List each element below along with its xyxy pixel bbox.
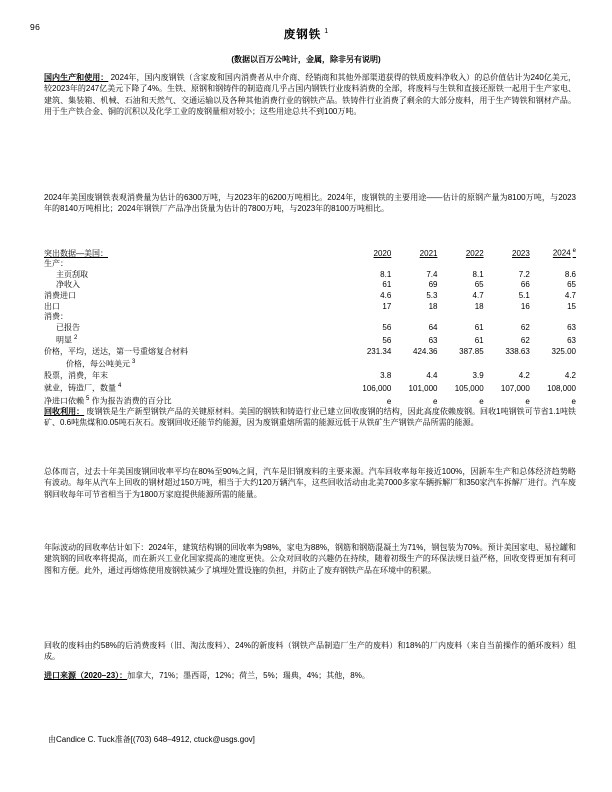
section-domestic-production (44, 72, 576, 118)
section-recovery-rates (44, 542, 576, 576)
table-row (44, 312, 576, 323)
table-row (44, 291, 576, 302)
table-cell-2023: 107,000 (500, 383, 530, 393)
table-cell-2020: e (386, 397, 392, 406)
section-recycling-lead: 回收利用： (44, 407, 85, 416)
table-cell-2024: 4.7 (564, 291, 576, 301)
table-row-label-text: 明显 (56, 336, 72, 346)
table-cell-2024: 63 (567, 322, 576, 332)
table-cell-2021: 63 (428, 336, 438, 346)
table-cell-2023: 16 (520, 301, 530, 311)
salient-statistics-table (44, 246, 576, 408)
units-note: (数据以百万公吨计，金属，除非另有说明) (231, 55, 381, 64)
table-cell-2022: 4.7 (472, 291, 484, 301)
table-row-label-suffix: 作为报告消费的百分比 (89, 397, 172, 406)
table-cell-2023: 338.63 (505, 346, 530, 356)
table-cell-2022 (437, 312, 483, 323)
table-row-label-text: 价格，平均，送达，第一号重熔复合材料 (44, 346, 188, 356)
table-cell-2021: 5.3 (426, 291, 438, 301)
table-cell-2021: 424.36 (413, 346, 438, 356)
table-cell-2023: e (525, 397, 530, 406)
table-row-label (44, 381, 345, 394)
table-head (44, 246, 576, 259)
table-row (44, 280, 576, 291)
table-cell-2022: 105,000 (454, 383, 484, 393)
table-row-label-text: 净收入 (56, 280, 80, 290)
page-title-text: 废钢铁 (283, 29, 322, 41)
section-import-text: 加拿大，71%；墨西哥，12%；荷兰，5%；瑞典，4%；其他，8%。 (127, 671, 370, 680)
table-cell-2022: 8.1 (472, 269, 484, 279)
section-composition-text: 回收的废料由约58%的后消费废料（旧、淘汰废料）、24%的新废料（钢铁产品制造厂生产的废料）和18%的厂内废料（来自当前操作的循环废料）组成。 (44, 641, 576, 662)
table-cell-2024 (530, 357, 576, 370)
section-recycling (44, 406, 576, 429)
page-number: 96 (30, 22, 41, 32)
section-domestic-lead: 国内生产和使用： (44, 73, 109, 82)
table-row-label-text: 主页刮取 (56, 269, 88, 279)
table-cell-2020: 231.34 (366, 346, 392, 356)
table-row-label (44, 347, 345, 358)
table-row-label-text: 股票，消费，年末 (44, 370, 108, 380)
table-cell-2022 (437, 357, 483, 370)
table-cell-2021: 101,000 (408, 383, 438, 393)
table-cell-2023 (484, 259, 530, 270)
table-cell-2020: 3.8 (380, 370, 392, 380)
table-row-label-text: 生产： (44, 259, 68, 269)
table-cell-2020: 8.1 (380, 269, 392, 279)
table-cell-2023: 4.2 (518, 370, 530, 380)
table-header-row (44, 246, 576, 259)
table-row (44, 270, 576, 281)
table-cell-2020 (345, 312, 391, 323)
table-row (44, 381, 576, 394)
table-header-year-2024 (530, 246, 576, 259)
table-cell-2022: 3.9 (472, 370, 484, 380)
table-cell-2023: 66 (520, 280, 530, 290)
table-row (44, 302, 576, 313)
table-cell-2020: 106,000 (362, 383, 392, 393)
table-cell-2020: 56 (382, 322, 392, 332)
table-cell-2024: 63 (567, 336, 576, 346)
table-header-year-2024-text: 2024 (552, 248, 571, 258)
table-cell-2020 (345, 259, 391, 270)
table-cell-2022 (437, 259, 483, 270)
table-cell-2024 (530, 259, 576, 270)
table-row-label-text: 已报告 (56, 322, 80, 332)
table-row (44, 371, 576, 382)
section-consumption (44, 192, 576, 215)
table-cell-2024: 8.6 (564, 269, 576, 279)
table-cell-2022: 61 (474, 336, 484, 346)
salient-statistics-table-wrapper (44, 246, 576, 408)
table-header-year-2020: 2020 (373, 248, 392, 258)
table-row-footnote-marker: 3 (132, 359, 136, 366)
table-cell-2021: e (433, 397, 438, 406)
table-body (44, 259, 576, 407)
section-domestic-text: 2024年，国内废钢铁（含家废和国内消费者从中介商、经销商和其他外部渠道获得的铁质废料净收入）的总价值估计为240亿美元，较2023年的247亿美元下降了4%。生铁、原钢和钢铸件的制造商几乎占国内钢铁行业废料消费的全部，将废料与生铁和直接还原铁一起用于生产家电、建筑、集装箱、机械、石油和天然气、交通运输以及各种其他消费行业的钢铁产品。铁铸件行业消费了剩余的大部分废料，用于生产铸铁和钢材产品。用于生产铁合金、铜的沉积以及化学工业的废钢量相对较小；这些用途总共不到100万吨。 (44, 73, 576, 117)
table-cell-2023 (484, 312, 530, 323)
table-cell-2020: 61 (382, 280, 392, 290)
section-consumption-text: 2024年美国废钢铁表观消费量为估计的6300万吨，与2023年的6200万吨相比。2024年，废钢铁的主要用途——估计的原钢产量为8100万吨，与2023年的8140万吨相比；2024年钢铁厂产品净出货量为估计的7800万吨，与2023年的8100万吨相比。 (44, 193, 576, 214)
table-cell-2024: 108,000 (547, 383, 576, 393)
table-row (44, 323, 576, 334)
table-cell-2022: e (479, 397, 484, 406)
table-cell-2022: 61 (474, 322, 484, 332)
table-row-label (44, 270, 345, 281)
table-cell-2022: 65 (474, 280, 484, 290)
table-row-label (44, 323, 345, 334)
section-import-sources (44, 670, 576, 681)
table-row-footnote-marker: 2 (74, 335, 78, 342)
table-cell-2021 (391, 312, 437, 323)
section-scrap-composition (44, 640, 576, 663)
table-cell-2024: e (571, 397, 576, 406)
table-row-label (44, 302, 345, 313)
section-overall-text: 总体而言，过去十年美国废钢回收率平均在80%至90%之间，汽车是旧钢废料的主要来源。汽车回收率每年接近100%，因新车生产和总体经济趋势略有波动。每年从汽车上回收的钢材超过150万吨，相当于大约120万辆汽车，这些回收活动由北美7000多家车辆拆解厂和350家汽车拆解厂进行。汽车废钢回收每年可节省相当于为1800万家庭提供能源所需的能量。 (44, 467, 576, 499)
table-cell-2021: 18 (428, 301, 438, 311)
table-cell-2021: 4.4 (426, 370, 438, 380)
prepared-by-footer: 由Candice C. Tuck准备[(703) 648–4912, ctuck@usgs.gov] (48, 735, 255, 744)
table-header-year-2021: 2021 (419, 248, 438, 258)
table-cell-2021 (391, 357, 437, 370)
table-cell-2023: 7.2 (518, 269, 530, 279)
table-header-year-2023: 2023 (512, 248, 530, 258)
table-cell-2021: 64 (428, 322, 438, 332)
table-cell-2021 (391, 259, 437, 270)
table-row-label (44, 291, 345, 302)
table-row-footnote-marker: 4 (118, 383, 122, 390)
table-row-label-text: 价格，每公吨美元 (66, 359, 130, 369)
table-cell-2020: 56 (382, 336, 392, 346)
table-cell-2024: 325.00 (551, 346, 576, 356)
table-cell-2021: 7.4 (426, 269, 438, 279)
table-header-label: 突出数据—美国： (44, 248, 108, 258)
table-row-label (44, 357, 345, 370)
table-cell-2022: 18 (474, 301, 484, 311)
table-row-label (44, 280, 345, 291)
table-cell-2024 (530, 312, 576, 323)
section-rates-text: 年际波动的回收率估计如下：2024年，建筑结构钢的回收率为98%，家电为88%，钢筋和钢筋混凝土为71%，钢包装为70%。预计美国家电、易拉罐和建筑钢的回收率将提高，而在新兴工业化国家提高的速度更快。公众对回收的兴趣仍在持续，随着初级生产的环保法规日益严格，回收变得更加有利可图和方便。此外，通过再熔炼使用废钢铁减少了填埋处置设施的负担，并防止了废弃钢铁产品在环境中的积累。 (44, 543, 576, 575)
table-row-label-text: 消费： (44, 312, 68, 322)
table-row (44, 357, 576, 370)
page-title (0, 26, 612, 42)
table-row (44, 347, 576, 358)
table-cell-2023 (484, 357, 530, 370)
table-cell-2024: 65 (567, 280, 576, 290)
table-cell-2023: 62 (520, 322, 530, 332)
table-cell-2020: 4.6 (380, 291, 392, 301)
table-row-label-text: 净进口依赖 (44, 397, 84, 406)
section-recycling-text: 废钢铁是生产新型钢铁产品的关键原材料。美国的钢铁和铸造行业已建立回收废钢的结构，因此高度依赖废钢。回收1吨钢铁可节省1.1吨铁矿、0.6吨焦煤和0.05吨石灰石。废钢回收还能节约能源，因为废钢重熔所需的能源远低于从铁矿生产钢铁产品所需的能源。 (44, 407, 576, 428)
table-header-year-2022: 2022 (465, 248, 484, 258)
table-cell-2023: 62 (520, 336, 530, 346)
table-row (44, 259, 576, 270)
table-cell-2021: 69 (428, 280, 438, 290)
section-import-lead: 进口来源（2020–23）： (44, 671, 128, 680)
table-row-label (44, 259, 345, 270)
table-row-label (44, 371, 345, 382)
table-row-label-text: 消费进口 (44, 291, 76, 301)
table-cell-2024: 4.2 (564, 370, 576, 380)
table-cell-2020 (345, 357, 391, 370)
table-cell-2022: 387.85 (459, 346, 484, 356)
table-row-label-text: 就业，铸造厂，数量 (44, 383, 116, 393)
table-row (44, 333, 576, 346)
table-cell-2023: 5.1 (518, 291, 530, 301)
table-cell-2020: 17 (382, 301, 392, 311)
section-overall-recovery (44, 466, 576, 500)
title-footnote-marker: 1 (324, 28, 329, 36)
table-row-label-text: 出口 (44, 301, 60, 311)
table-row-label (44, 333, 345, 346)
table-row-footnote-marker: 5 (86, 396, 90, 403)
table-row-label (44, 312, 345, 323)
table-header-year-2024-sup: e (572, 248, 576, 254)
table-cell-2024: 15 (567, 301, 576, 311)
